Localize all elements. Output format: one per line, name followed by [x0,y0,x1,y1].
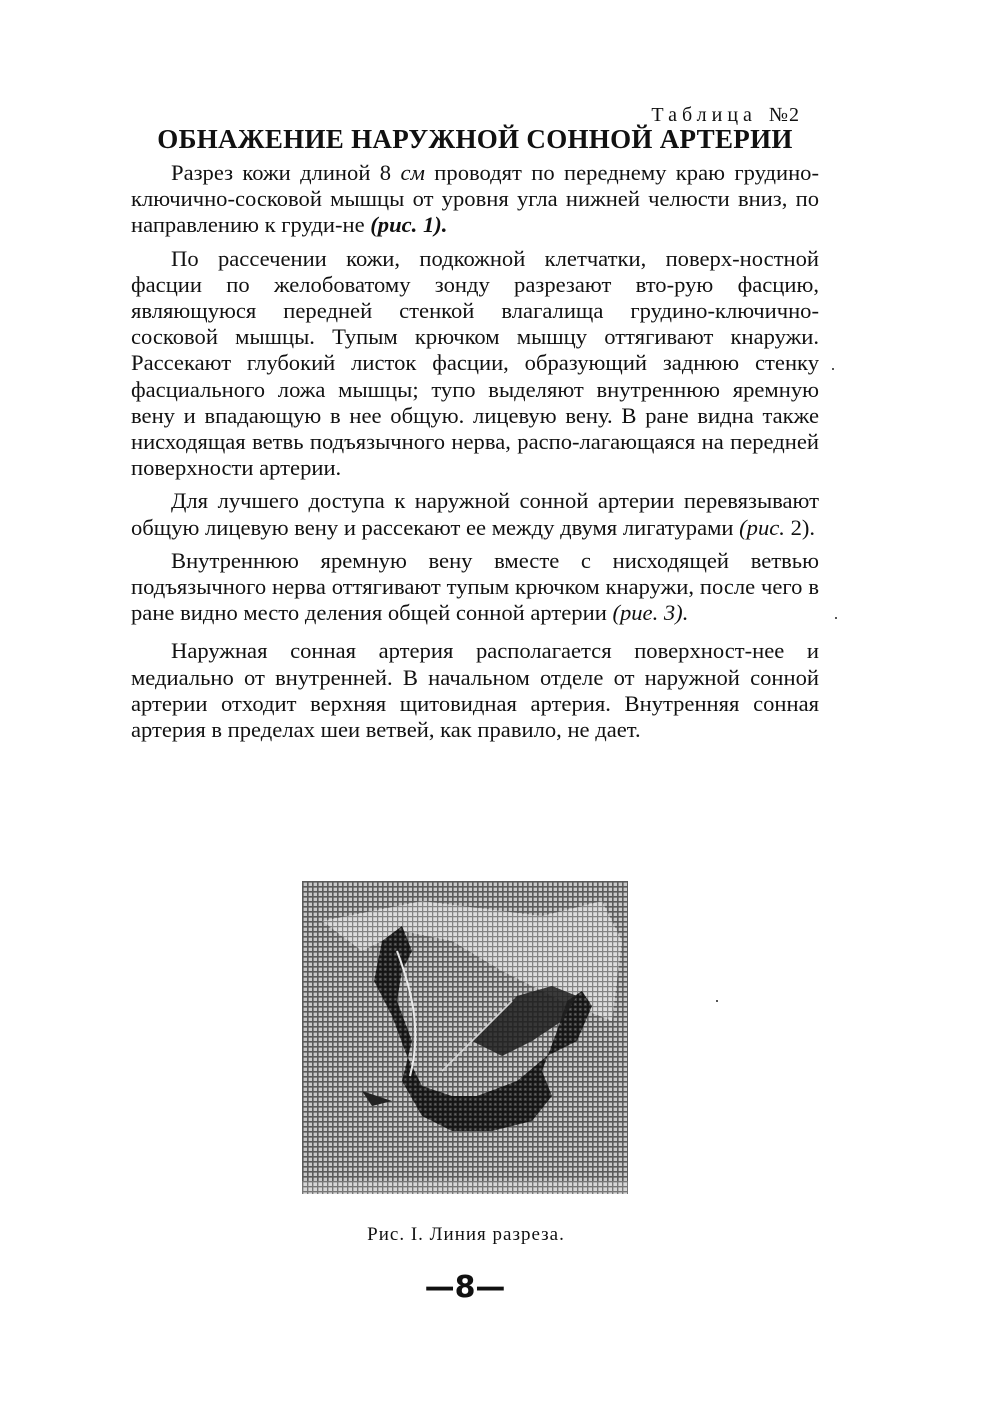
unit-cm: см [400,160,425,185]
paragraph-4-text-a: Внутреннюю яремную вену вместе с нисходящей ветвью подъязычного нерва оттягивают тупым крючком кнаружи, после чего в ране видно место деления общей сонной артерии [131,547,819,626]
paragraph-3-text-b: 2). [784,514,816,540]
body-text [131,160,819,750]
figure-ref-1: (рис. 1). [370,212,448,238]
paragraph-5: Наружная сонная артерия располагается поверхност-нее и медиально от внутренней. В начальном отделе от наружной сонной артерии отходит верхняя щитовидная артерия. Внутренняя сонная артерия в пределах шеи ветвей, как правило, не дает. [131,638,819,743]
paragraph-1-text-a: Разрез кожи длиной 8 [171,160,401,185]
figure-incision-line [302,881,628,1194]
speck-mark [832,368,834,370]
table-number: №2 [768,104,800,126]
paragraph-3-text-a: Для лучшего доступа к наружной сонной артерии перевязывают общую лицевую вену и рассекают ее между двумя лигатурами [131,488,819,540]
speck-mark [716,1000,718,1002]
paragraph-1 [131,160,819,239]
figure-caption: Рис. I. Линия разреза. [367,1224,565,1245]
table-label-text: Таблица [651,104,757,126]
speck-mark [835,617,837,619]
figure-ref-3: (рие. 3). [612,600,689,626]
bottom-edge [302,1181,628,1194]
paragraph-1-text-b: проводят по переднему краю грудино-ключично-сосковой мышцы от уровня угла нижней челюсти вниз, по направлению к груди-не [131,160,819,238]
paragraph-2: По рассечении кожи, подкожной клетчатки, поверх-ностной фасции по желобоватому зонду разрезают вто-рую фасцию, являющуюся передней стенкой влагалища грудино-ключично-сосковой мышцы. Тупым крючком мышцу оттягивают кнаружи. Рассекают глубокий листок фасции, образующий заднюю стенку фасциального ложа мышцы; тупо выделяют внутреннюю яремную вену и впадающую в нее общую. лицевую вену. В ране видна также нисходящая ветвь подъязычного нерва, распо-лагающаяся на передней поверхности артерии. [131,245,819,481]
page-number: —8— [424,1270,506,1305]
page-title: ОБНАЖЕНИЕ НАРУЖНОЙ СОННОЙ АРТЕРИИ [157,124,793,154]
halftone-illustration [302,881,628,1194]
paragraph-3 [131,488,819,540]
paragraph-4 [131,548,819,627]
figure-ref-2: (рис. [739,514,785,540]
